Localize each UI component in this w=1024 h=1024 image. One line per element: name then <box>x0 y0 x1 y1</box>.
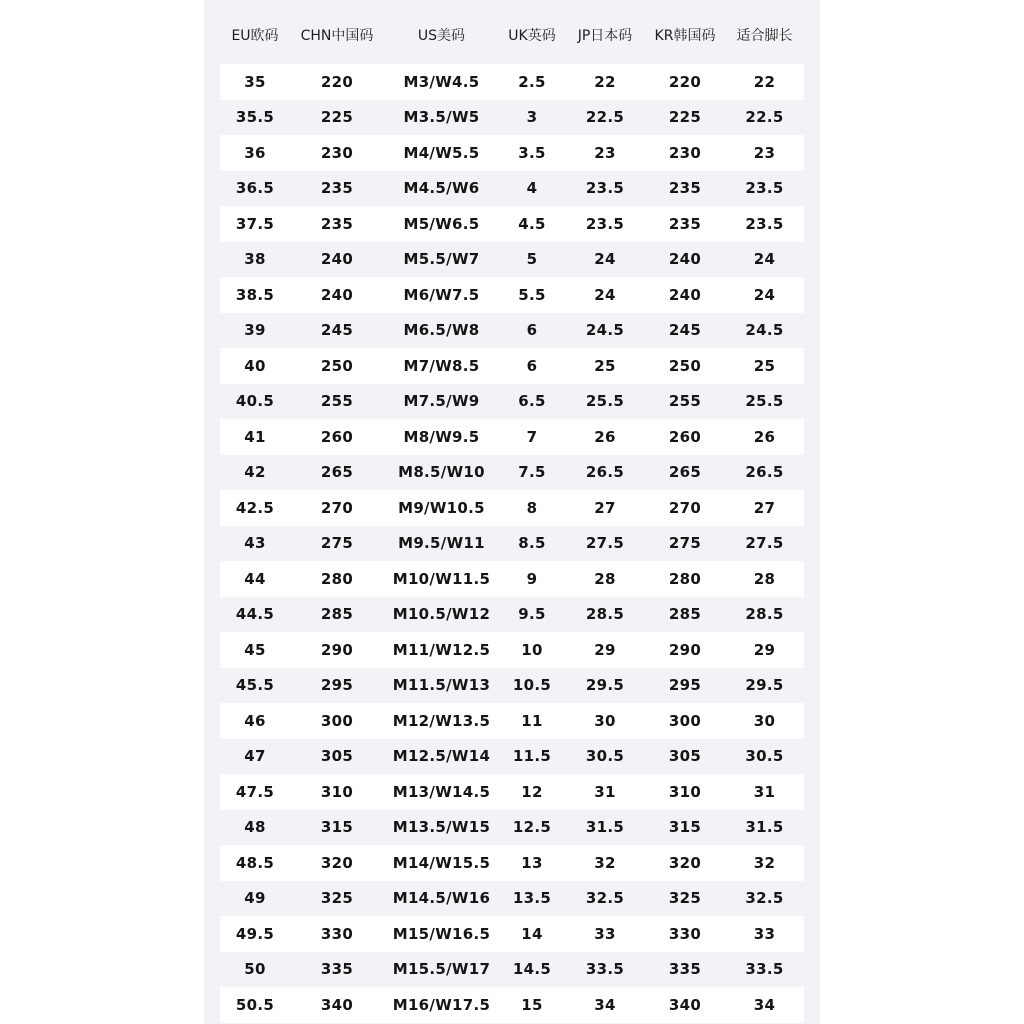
cell-us: M11/W12.5 <box>392 640 491 659</box>
cell-foot-length: 33.5 <box>745 960 784 979</box>
table-row <box>220 313 804 349</box>
cell-foot-length: 24 <box>753 250 776 269</box>
cell-chn: 235 <box>320 214 354 233</box>
cell-eu: 42 <box>244 463 266 482</box>
cell-kr: 300 <box>668 711 702 730</box>
table-row <box>220 774 804 810</box>
cell-uk: 6.5 <box>518 392 546 411</box>
cell-uk: 4.5 <box>518 214 546 233</box>
cell-kr: 235 <box>668 214 702 233</box>
cell-eu: 50.5 <box>235 995 275 1014</box>
cell-kr: 285 <box>668 605 702 624</box>
cell-foot-length: 22.5 <box>745 108 784 127</box>
cell-jp: 33.5 <box>585 960 625 979</box>
cell-uk: 12.5 <box>512 818 552 837</box>
cell-chn: 270 <box>320 498 354 517</box>
cell-foot-length: 32.5 <box>745 889 784 908</box>
table-row <box>220 490 804 526</box>
cell-us: M7/W8.5 <box>403 356 480 375</box>
cell-eu: 40 <box>244 356 266 375</box>
cell-jp: 32.5 <box>585 889 625 908</box>
cell-us: M6.5/W8 <box>403 321 480 340</box>
cell-chn: 330 <box>320 924 354 943</box>
cell-us: M8.5/W10 <box>398 463 485 482</box>
cell-eu: 50 <box>244 960 266 979</box>
cell-uk: 14.5 <box>512 960 552 979</box>
table-row <box>220 987 804 1023</box>
cell-us: M16/W17.5 <box>392 995 491 1014</box>
cell-kr: 290 <box>668 640 702 659</box>
cell-us: M12.5/W14 <box>392 747 491 766</box>
cell-us: M14.5/W16 <box>392 889 491 908</box>
cell-chn: 225 <box>320 108 354 127</box>
cell-foot-length: 25 <box>753 356 776 375</box>
cell-jp: 22.5 <box>585 108 625 127</box>
cell-us: M3/W4.5 <box>403 72 480 91</box>
cell-foot-length: 30.5 <box>745 747 784 766</box>
cell-eu: 37.5 <box>235 214 275 233</box>
cell-eu: 45.5 <box>235 676 275 695</box>
cell-uk: 9 <box>526 569 538 588</box>
cell-chn: 340 <box>320 995 354 1014</box>
cell-jp: 24 <box>594 285 616 304</box>
cell-kr: 265 <box>668 463 702 482</box>
cell-jp: 25 <box>594 356 616 375</box>
cell-kr: 320 <box>668 853 702 872</box>
cell-jp: 24 <box>594 250 616 269</box>
cell-eu: 44.5 <box>235 605 275 624</box>
cell-chn: 320 <box>320 853 354 872</box>
cell-us: M9/W10.5 <box>398 498 485 517</box>
cell-uk: 10.5 <box>512 676 552 695</box>
cell-foot-length: 24 <box>753 285 776 304</box>
cell-eu: 49 <box>244 889 266 908</box>
cell-foot-length: 26.5 <box>745 463 784 482</box>
cell-foot-length: 26 <box>753 427 776 446</box>
cell-chn: 285 <box>320 605 354 624</box>
cell-kr: 335 <box>668 960 702 979</box>
cell-uk: 11.5 <box>512 747 552 766</box>
cell-uk: 10 <box>521 640 543 659</box>
cell-us: M3.5/W5 <box>403 108 480 127</box>
cell-jp: 28 <box>594 569 616 588</box>
table-row <box>220 242 804 278</box>
cell-chn: 220 <box>320 72 354 91</box>
table-row <box>220 881 804 917</box>
cell-chn: 240 <box>320 250 354 269</box>
cell-chn: 230 <box>320 143 354 162</box>
table-row <box>220 668 804 704</box>
cell-uk: 14 <box>521 924 543 943</box>
cell-foot-length: 25.5 <box>745 392 784 411</box>
cell-us: M5/W6.5 <box>403 214 480 233</box>
cell-kr: 315 <box>668 818 702 837</box>
cell-jp: 26.5 <box>585 463 625 482</box>
cell-jp: 26 <box>594 427 616 446</box>
cell-us: M14/W15.5 <box>392 853 491 872</box>
cell-jp: 32 <box>594 853 616 872</box>
cell-uk: 7 <box>526 427 538 446</box>
table-row <box>220 135 804 171</box>
cell-jp: 22 <box>594 72 616 91</box>
cell-us: M4/W5.5 <box>403 143 480 162</box>
cell-eu: 47.5 <box>235 782 275 801</box>
cell-kr: 235 <box>668 179 702 198</box>
cell-us: M8/W9.5 <box>403 427 480 446</box>
cell-kr: 275 <box>668 534 702 553</box>
cell-eu: 38 <box>244 250 266 269</box>
cell-kr: 280 <box>668 569 702 588</box>
cell-chn: 250 <box>320 356 354 375</box>
cell-jp: 28.5 <box>585 605 625 624</box>
cell-foot-length: 27.5 <box>745 534 784 553</box>
cell-uk: 12 <box>521 782 543 801</box>
cell-uk: 5.5 <box>518 285 546 304</box>
cell-jp: 27.5 <box>585 534 625 553</box>
cell-uk: 13.5 <box>512 889 552 908</box>
size-chart-table <box>220 0 804 1023</box>
cell-chn: 305 <box>320 747 354 766</box>
cell-eu: 38.5 <box>235 285 275 304</box>
cell-foot-length: 32 <box>753 853 776 872</box>
cell-uk: 6 <box>526 321 538 340</box>
cell-us: M11.5/W13 <box>392 676 491 695</box>
cell-foot-length: 23.5 <box>745 179 784 198</box>
cell-chn: 260 <box>320 427 354 446</box>
cell-kr: 340 <box>668 995 702 1014</box>
cell-us: M12/W13.5 <box>392 711 491 730</box>
cell-chn: 295 <box>320 676 354 695</box>
cell-uk: 7.5 <box>518 463 546 482</box>
cell-chn: 315 <box>320 818 354 837</box>
table-row <box>220 100 804 136</box>
cell-kr: 225 <box>668 108 702 127</box>
cell-kr: 245 <box>668 321 702 340</box>
cell-jp: 27 <box>594 498 616 517</box>
table-row <box>220 561 804 597</box>
table-row <box>220 632 804 668</box>
cell-foot-length: 34 <box>753 995 776 1014</box>
cell-jp: 25.5 <box>585 392 625 411</box>
table-row <box>220 455 804 491</box>
cell-uk: 11 <box>521 711 543 730</box>
cell-chn: 235 <box>320 179 354 198</box>
cell-jp: 30.5 <box>585 747 625 766</box>
cell-us: M5.5/W7 <box>403 250 480 269</box>
header-uk: UK英码 <box>508 27 556 44</box>
cell-kr: 255 <box>668 392 702 411</box>
table-row <box>220 64 804 100</box>
cell-us: M10.5/W12 <box>392 605 491 624</box>
header-foot-length: 适合脚长 <box>736 27 793 44</box>
table-row <box>220 384 804 420</box>
cell-uk: 4 <box>526 179 538 198</box>
cell-chn: 255 <box>320 392 354 411</box>
cell-kr: 310 <box>668 782 702 801</box>
cell-us: M15/W16.5 <box>392 924 491 943</box>
cell-eu: 42.5 <box>235 498 275 517</box>
cell-eu: 48.5 <box>235 853 275 872</box>
cell-eu: 46 <box>244 711 266 730</box>
cell-foot-length: 27 <box>753 498 776 517</box>
cell-foot-length: 28 <box>753 569 776 588</box>
header-eu: EU欧码 <box>231 27 279 44</box>
cell-jp: 34 <box>594 995 616 1014</box>
cell-eu: 39 <box>244 321 266 340</box>
cell-jp: 23.5 <box>585 214 625 233</box>
cell-foot-length: 29.5 <box>745 676 784 695</box>
table-row <box>220 597 804 633</box>
cell-foot-length: 24.5 <box>745 321 784 340</box>
cell-kr: 330 <box>668 924 702 943</box>
cell-us: M13/W14.5 <box>392 782 491 801</box>
cell-chn: 290 <box>320 640 354 659</box>
cell-chn: 325 <box>320 889 354 908</box>
cell-kr: 295 <box>668 676 702 695</box>
cell-us: M10/W11.5 <box>392 569 491 588</box>
cell-jp: 29.5 <box>585 676 625 695</box>
table-row <box>220 206 804 242</box>
cell-kr: 305 <box>668 747 702 766</box>
table-row <box>220 845 804 881</box>
cell-foot-length: 30 <box>753 711 776 730</box>
cell-foot-length: 23 <box>753 143 776 162</box>
cell-eu: 49.5 <box>235 924 275 943</box>
cell-eu: 35 <box>244 72 266 91</box>
cell-kr: 270 <box>668 498 702 517</box>
cell-jp: 33 <box>594 924 616 943</box>
cell-jp: 23 <box>594 143 616 162</box>
cell-chn: 265 <box>320 463 354 482</box>
table-row <box>220 703 804 739</box>
cell-foot-length: 31.5 <box>745 818 784 837</box>
cell-us: M13.5/W15 <box>392 818 491 837</box>
cell-chn: 310 <box>320 782 354 801</box>
table-row <box>220 419 804 455</box>
table-row <box>220 952 804 988</box>
cell-foot-length: 29 <box>753 640 776 659</box>
cell-chn: 280 <box>320 569 354 588</box>
cell-eu: 45 <box>244 640 266 659</box>
header-jp: JP日本码 <box>577 27 633 44</box>
cell-uk: 6 <box>526 356 538 375</box>
header-chn: CHN中国码 <box>300 27 374 44</box>
cell-foot-length: 22 <box>753 72 776 91</box>
cell-uk: 9.5 <box>518 605 546 624</box>
header-us: US美码 <box>417 27 466 44</box>
cell-us: M7.5/W9 <box>403 392 480 411</box>
cell-jp: 31 <box>594 782 616 801</box>
cell-chn: 275 <box>320 534 354 553</box>
table-row <box>220 348 804 384</box>
cell-uk: 8 <box>526 498 538 517</box>
cell-uk: 3.5 <box>518 143 546 162</box>
cell-eu: 43 <box>244 534 266 553</box>
cell-jp: 29 <box>594 640 616 659</box>
cell-uk: 5 <box>526 250 538 269</box>
cell-eu: 44 <box>244 569 266 588</box>
size-chart-panel <box>204 0 820 1024</box>
cell-chn: 240 <box>320 285 354 304</box>
cell-us: M9.5/W11 <box>398 534 485 553</box>
cell-jp: 24.5 <box>585 321 625 340</box>
table-row <box>220 277 804 313</box>
cell-uk: 13 <box>521 853 543 872</box>
cell-kr: 240 <box>668 250 702 269</box>
table-row <box>220 810 804 846</box>
header-kr: KR韩国码 <box>654 27 716 44</box>
cell-kr: 240 <box>668 285 702 304</box>
cell-kr: 220 <box>668 72 702 91</box>
cell-jp: 31.5 <box>585 818 625 837</box>
cell-foot-length: 28.5 <box>745 605 784 624</box>
cell-eu: 36 <box>244 143 266 162</box>
cell-uk: 2.5 <box>518 72 546 91</box>
cell-kr: 325 <box>668 889 702 908</box>
cell-chn: 335 <box>320 960 354 979</box>
table-row <box>220 739 804 775</box>
cell-uk: 15 <box>521 995 543 1014</box>
cell-uk: 8.5 <box>518 534 546 553</box>
cell-uk: 3 <box>526 108 538 127</box>
table-body <box>220 64 804 1023</box>
cell-foot-length: 33 <box>753 924 776 943</box>
cell-kr: 230 <box>668 143 702 162</box>
cell-jp: 23.5 <box>585 179 625 198</box>
table-row <box>220 171 804 207</box>
cell-eu: 35.5 <box>235 108 275 127</box>
cell-kr: 260 <box>668 427 702 446</box>
cell-kr: 250 <box>668 356 702 375</box>
cell-eu: 41 <box>244 427 266 446</box>
cell-eu: 40.5 <box>235 392 275 411</box>
table-row <box>220 916 804 952</box>
table-row <box>220 526 804 562</box>
cell-jp: 30 <box>594 711 616 730</box>
cell-eu: 47 <box>244 747 266 766</box>
cell-chn: 245 <box>320 321 354 340</box>
cell-foot-length: 23.5 <box>745 214 784 233</box>
cell-eu: 48 <box>244 818 266 837</box>
cell-eu: 36.5 <box>235 179 275 198</box>
cell-us: M4.5/W6 <box>403 179 480 198</box>
cell-foot-length: 31 <box>753 782 776 801</box>
table-header-row <box>220 0 804 64</box>
cell-us: M6/W7.5 <box>403 285 480 304</box>
cell-chn: 300 <box>320 711 354 730</box>
cell-us: M15.5/W17 <box>392 960 491 979</box>
